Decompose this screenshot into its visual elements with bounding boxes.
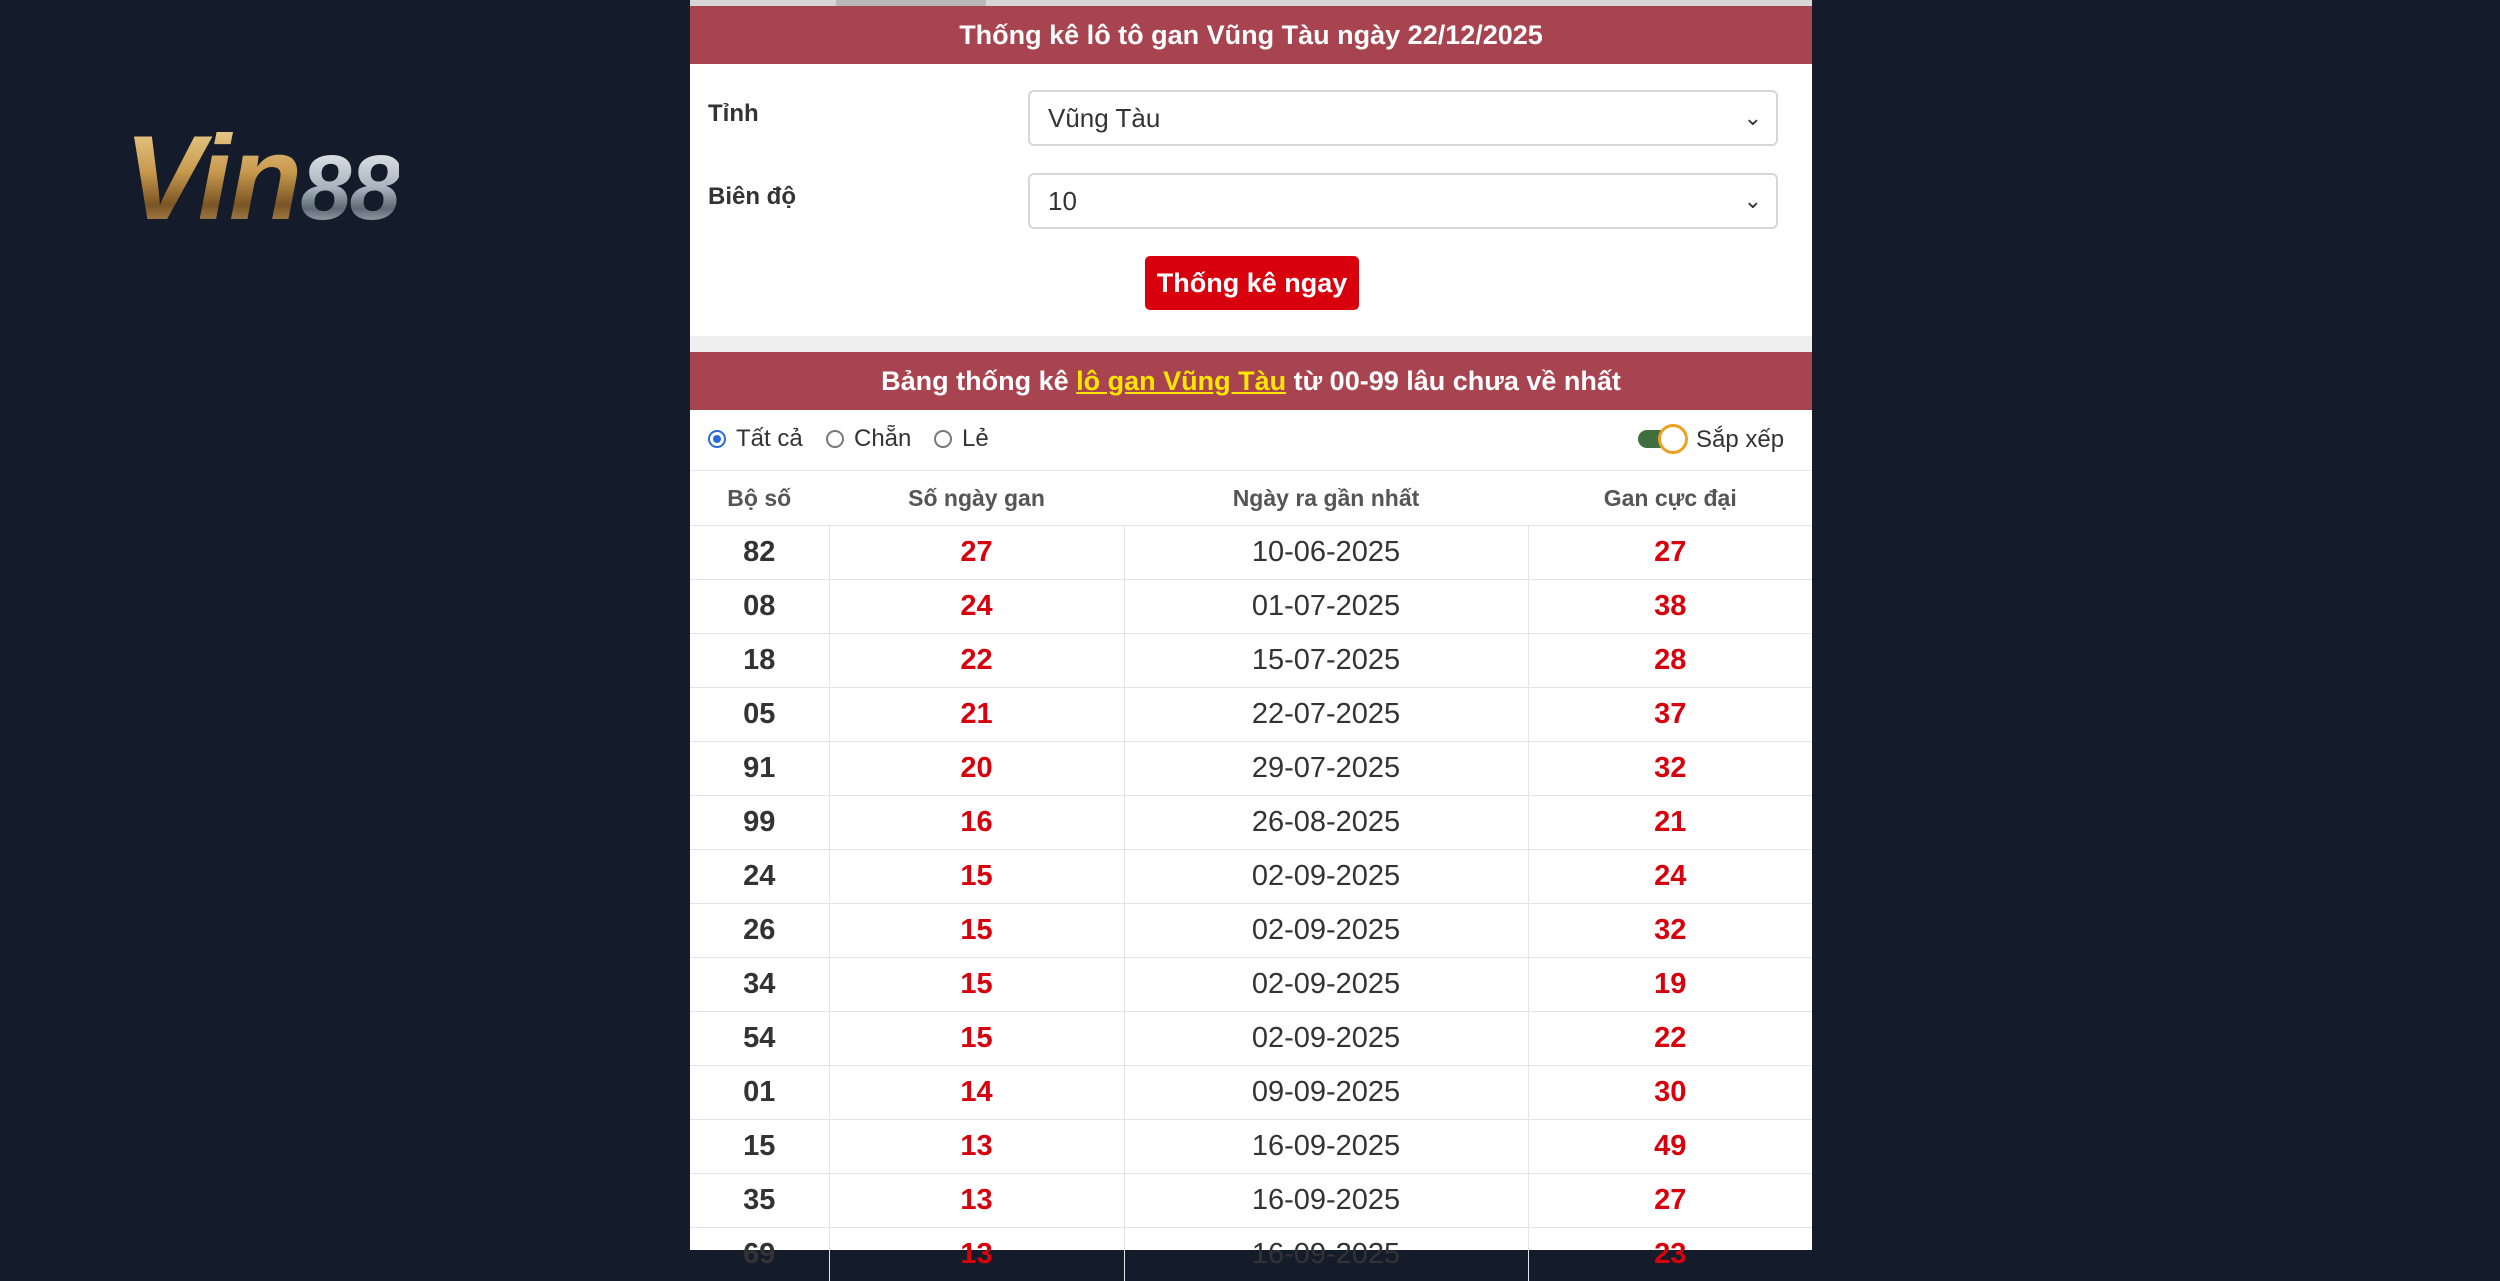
province-label: Tỉnh	[708, 100, 759, 128]
cell-days: 15	[829, 850, 1124, 904]
table-row	[690, 1174, 1812, 1228]
table-section-title	[690, 352, 1812, 410]
cell-last-date: 16-09-2025	[1124, 1228, 1528, 1281]
table-row	[690, 688, 1812, 742]
radio-unselected-icon	[826, 430, 844, 448]
filter-odd-radio[interactable]	[934, 426, 989, 452]
table-row	[690, 1066, 1812, 1120]
table-header-row	[690, 471, 1812, 526]
cell-number: 69	[690, 1228, 829, 1281]
column-header-max-gan[interactable]: Gan cực đại	[1528, 471, 1812, 526]
cell-last-date: 02-09-2025	[1124, 1012, 1528, 1066]
column-header-days[interactable]: Số ngày gan	[829, 471, 1124, 526]
cell-number: 05	[690, 688, 829, 742]
logo-text: Vin	[124, 111, 300, 245]
cell-last-date: 02-09-2025	[1124, 904, 1528, 958]
cell-last-date: 16-09-2025	[1124, 1120, 1528, 1174]
radio-unselected-icon	[934, 430, 952, 448]
section-divider	[690, 336, 1812, 352]
cell-number: 82	[690, 526, 829, 580]
cell-max-gan: 37	[1528, 688, 1812, 742]
table-row	[690, 526, 1812, 580]
cell-number: 24	[690, 850, 829, 904]
cell-number: 34	[690, 958, 829, 1012]
table-row	[690, 796, 1812, 850]
cell-days: 13	[829, 1174, 1124, 1228]
filter-even-label: Chẵn	[854, 425, 911, 453]
cell-max-gan: 38	[1528, 580, 1812, 634]
submit-button[interactable]: Thống kê ngay	[1145, 256, 1359, 310]
cell-number: 15	[690, 1120, 829, 1174]
cell-days: 13	[829, 1120, 1124, 1174]
cell-last-date: 15-07-2025	[1124, 634, 1528, 688]
table-row	[690, 904, 1812, 958]
filter-even-radio[interactable]	[826, 426, 911, 452]
cell-number: 18	[690, 634, 829, 688]
toggle-knob	[1658, 424, 1688, 454]
cell-days: 21	[829, 688, 1124, 742]
table-row	[690, 580, 1812, 634]
cell-number: 01	[690, 1066, 829, 1120]
cell-number: 35	[690, 1174, 829, 1228]
cell-max-gan: 32	[1528, 742, 1812, 796]
table-row	[690, 1012, 1812, 1066]
cell-number: 54	[690, 1012, 829, 1066]
cell-max-gan: 32	[1528, 904, 1812, 958]
cell-number: 91	[690, 742, 829, 796]
table-title-suffix: từ 00-99 lâu chưa về nhất	[1286, 366, 1621, 396]
filter-odd-label: Lẻ	[962, 425, 989, 453]
cell-max-gan: 22	[1528, 1012, 1812, 1066]
table-row	[690, 958, 1812, 1012]
cell-max-gan: 27	[1528, 526, 1812, 580]
chevron-down-icon: ⌄	[1744, 175, 1762, 227]
cell-last-date: 16-09-2025	[1124, 1174, 1528, 1228]
table-row	[690, 1120, 1812, 1174]
cell-days: 16	[829, 796, 1124, 850]
range-label: Biên độ	[708, 183, 796, 211]
cell-max-gan: 19	[1528, 958, 1812, 1012]
cell-max-gan: 27	[1528, 1174, 1812, 1228]
cell-max-gan: 24	[1528, 850, 1812, 904]
cell-days: 13	[829, 1228, 1124, 1281]
filter-all-radio[interactable]	[708, 426, 803, 452]
cell-last-date: 09-09-2025	[1124, 1066, 1528, 1120]
table-row	[690, 850, 1812, 904]
radio-selected-icon	[708, 430, 726, 448]
column-header-last-date[interactable]: Ngày ra gần nhất	[1124, 471, 1528, 526]
cell-days: 24	[829, 580, 1124, 634]
range-select-value: 10	[1048, 186, 1077, 216]
cell-max-gan: 49	[1528, 1120, 1812, 1174]
province-select-value: Vũng Tàu	[1048, 103, 1160, 133]
range-select[interactable]	[1028, 173, 1778, 229]
column-header-number[interactable]: Bộ số	[690, 471, 829, 526]
filter-all-label: Tất cả	[736, 425, 803, 453]
cell-number: 26	[690, 904, 829, 958]
sort-label: Sắp xếp	[1696, 426, 1784, 454]
cell-days: 15	[829, 958, 1124, 1012]
table-body	[690, 526, 1812, 1281]
table-row	[690, 634, 1812, 688]
cell-days: 15	[829, 1012, 1124, 1066]
cell-max-gan: 23	[1528, 1228, 1812, 1281]
cell-last-date: 26-08-2025	[1124, 796, 1528, 850]
table-row	[690, 1228, 1812, 1281]
table-title-prefix: Bảng thống kê	[881, 366, 1076, 396]
cell-last-date: 10-06-2025	[1124, 526, 1528, 580]
cell-days: 15	[829, 904, 1124, 958]
cell-number: 99	[690, 796, 829, 850]
cell-days: 14	[829, 1066, 1124, 1120]
cell-last-date: 22-07-2025	[1124, 688, 1528, 742]
table-row	[690, 742, 1812, 796]
logo-number: 88	[300, 137, 398, 239]
vin88-logo	[124, 118, 399, 238]
cell-max-gan: 21	[1528, 796, 1812, 850]
cell-number: 08	[690, 580, 829, 634]
page-title: Thống kê lô tô gan Vũng Tàu ngày 22/12/2025	[690, 6, 1812, 64]
cell-max-gan: 28	[1528, 634, 1812, 688]
cell-days: 20	[829, 742, 1124, 796]
gan-table	[690, 471, 1812, 1281]
cell-last-date: 02-09-2025	[1124, 958, 1528, 1012]
cell-days: 22	[829, 634, 1124, 688]
sort-toggle[interactable]	[1638, 424, 1690, 454]
province-select[interactable]	[1028, 90, 1778, 146]
table-title-link[interactable]: lô gan Vũng Tàu	[1076, 366, 1286, 396]
main-panel	[690, 0, 1812, 1250]
cell-days: 27	[829, 526, 1124, 580]
cell-last-date: 02-09-2025	[1124, 850, 1528, 904]
cell-last-date: 29-07-2025	[1124, 742, 1528, 796]
cell-last-date: 01-07-2025	[1124, 580, 1528, 634]
chevron-down-icon: ⌄	[1744, 92, 1762, 144]
cell-max-gan: 30	[1528, 1066, 1812, 1120]
